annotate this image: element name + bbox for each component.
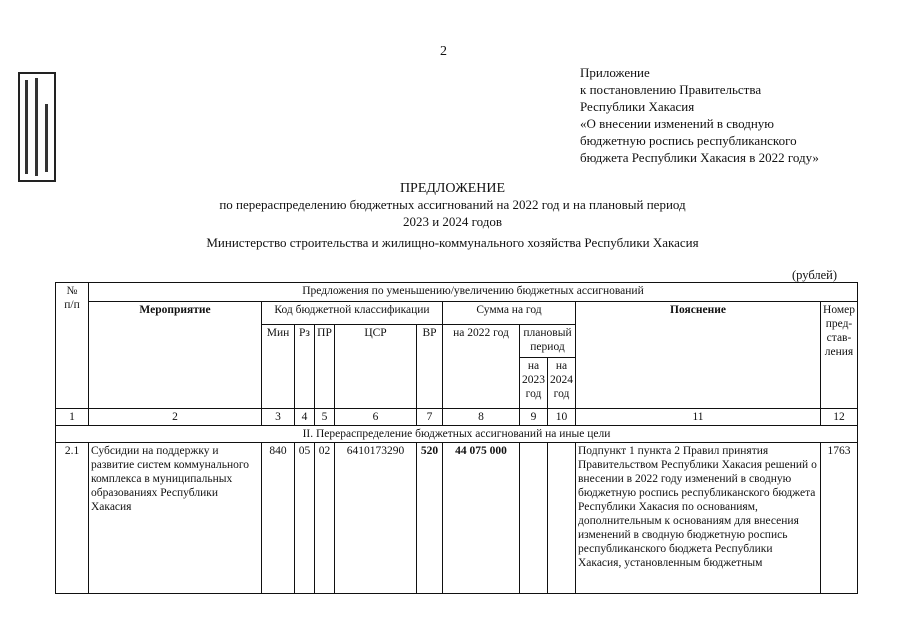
header-vr: ВР [417, 325, 443, 409]
column-number: 12 [821, 409, 858, 426]
column-number: 9 [520, 409, 548, 426]
header-pr: ПР [315, 325, 335, 409]
column-number: 7 [417, 409, 443, 426]
cell-sum-2023 [520, 443, 548, 594]
header-annual-sum: Сумма на год [443, 302, 576, 325]
appendix-line: «О внесении изменений в сводную [580, 116, 775, 131]
appendix-line: бюджета Республики Хакасия в 2022 году» [580, 150, 819, 165]
budget-table [55, 282, 858, 594]
column-number: 3 [262, 409, 295, 426]
cell-row-number: 2.1 [56, 443, 89, 594]
column-number: 6 [335, 409, 417, 426]
page-number: 2 [440, 44, 447, 59]
ministry-name: Министерство строительства и жилищно-коммунального хозяйства Республики Хакасия [206, 235, 699, 250]
header-row-number: № п/п [56, 283, 89, 409]
header-year-2022: на 2022 год [443, 325, 520, 409]
header-activity: Мероприятие [89, 302, 262, 409]
column-number: 2 [89, 409, 262, 426]
column-number: 5 [315, 409, 335, 426]
appendix-header [580, 64, 890, 166]
appendix-line: Приложение [580, 65, 650, 80]
cell-activity: Субсидии на поддержку и развитие систем коммунального комплекса в муниципальных образованиях Республики Хакасия [89, 443, 262, 594]
registration-stamp [18, 72, 56, 182]
section-title: II. Перераспределение бюджетных ассигнований на иные цели [56, 426, 858, 443]
cell-vr: 520 [417, 443, 443, 594]
header-proposals: Предложения по уменьшению/увеличению бюджетных ассигнований [89, 283, 858, 302]
appendix-line: бюджетную роспись республиканского [580, 133, 797, 148]
column-number: 1 [56, 409, 89, 426]
cell-pr: 02 [315, 443, 335, 594]
cell-min: 840 [262, 443, 295, 594]
cell-sum-2022: 44 075 000 [443, 443, 520, 594]
header-year-2024: на 2024 год [548, 358, 576, 409]
appendix-line: к постановлению Правительства [580, 82, 762, 97]
header-min: Мин [262, 325, 295, 409]
cell-rz: 05 [295, 443, 315, 594]
header-csr: ЦСР [335, 325, 417, 409]
appendix-line: Республики Хакасия [580, 99, 695, 114]
stamp-lettering-graphic [20, 74, 54, 180]
header-planned-period: плановый период [520, 325, 576, 358]
header-budget-code: Код бюджетной классификации [262, 302, 443, 325]
document-title: ПРЕДЛОЖЕНИЕ [399, 181, 506, 196]
cell-sum-2024 [548, 443, 576, 594]
header-explanation: Пояснение [576, 302, 821, 409]
header-submission-number: Номер пред- став- ления [821, 302, 858, 409]
units-label: (рублей) [792, 268, 838, 282]
cell-csr: 6410173290 [335, 443, 417, 594]
column-number: 8 [443, 409, 520, 426]
document-subtitle-line1: по перераспределению бюджетных ассигнований на 2022 год и на плановый период [219, 197, 686, 212]
column-number: 10 [548, 409, 576, 426]
column-number: 4 [295, 409, 315, 426]
cell-submission-number: 1763 [821, 443, 858, 594]
header-rz: Рз [295, 325, 315, 409]
table-row [56, 443, 858, 594]
column-number: 11 [576, 409, 821, 426]
document-subtitle-line2: 2023 и 2024 годов [402, 214, 503, 229]
cell-explanation: Подпункт 1 пункта 2 Правил принятия Правительством Республики Хакасия решений о внесении в 2022 году изменений в сводную бюджетную роспись республиканского бюджета Республики Хакасия по основаниям, дополнительным к основаниям для внесения изменений в сводную бюджетную роспись республиканского бюджета Республики Хакасия, установленным бюджетным [576, 443, 821, 594]
header-year-2023: на 2023 год [520, 358, 548, 409]
